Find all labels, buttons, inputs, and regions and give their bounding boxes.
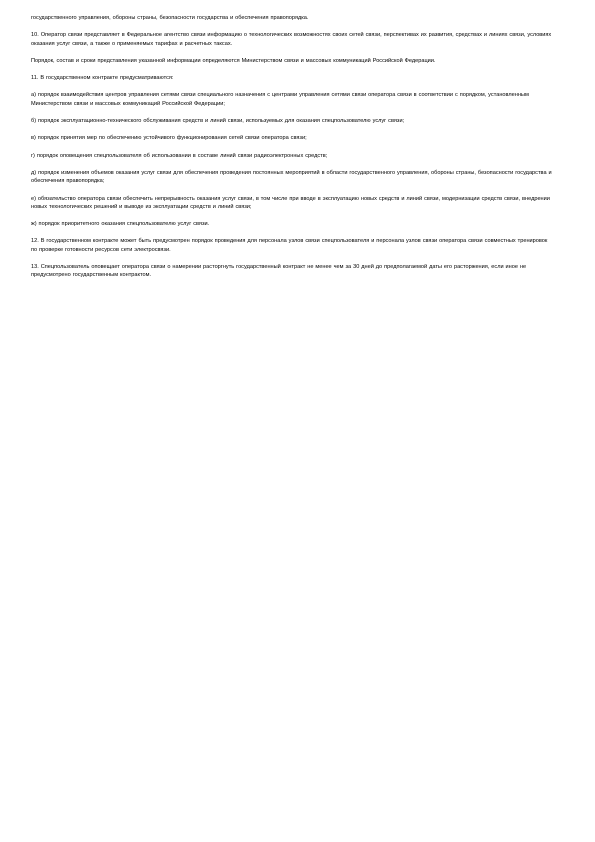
paragraph-item-11v: в) порядок принятия мер по обеспечению устойчивого функционирования сетей связи оператора связи; (31, 135, 307, 142)
paragraph-info-procedure: Порядок, состав и сроки представления указанной информации определяются Министерством связи и массовых коммуникаций Российской Федерации. (31, 57, 436, 64)
paragraph-item-12: 12. В государственном контракте может быть предусмотрен порядок проведения для персонала узлов связи спецпользователя и персонала узлов связи оператора связи совместных тренировок по проверке готовности ресурсов сети электросвязи. (31, 238, 548, 253)
paragraph-item-11e: е) обязательство оператора связи обеспечить непрерывность оказания услуг связи, в том числе при вводе в эксплуатацию новых средств и линий связи, модернизации средств связи, внедрении новых технологических решений и выводе из эксплуатации средств и линий связи; (31, 195, 550, 210)
paragraph-item-10: 10. Оператор связи представляет в Федеральное агентство связи информацию о технологических возможностях своих сетей связи, перспективах их развития, средствах и линиях связи, условиях оказания услуг связи, а также о применяемых тарифах и расчетных таксах. (31, 32, 552, 47)
paragraph-item-11zh: ж) порядок приоритетного оказания спецпользователю услуг связи. (31, 221, 210, 228)
paragraph-continuation: государственного управления, обороны страны, безопасности государства и обеспечения правопорядка. (31, 15, 309, 21)
paragraph-item-11g: г) порядок оповещения спецпользователя об использовании в составе линий связи радиоэлектронных средств; (31, 152, 328, 159)
paragraph-item-11a: а) порядок взаимодействия центров управления сетями связи специального назначения с центрами управления сетями связи оператора связи в соответствии с порядком, установленным Министерством связи и массовых коммуникаций Российской Федерации; (31, 92, 529, 107)
paragraph-item-11d: д) порядок изменения объемов оказания услуг связи для обеспечения проведения постоянных мероприятий в области государственного управления, обороны страны, безопасности государства и обеспечения правопорядка; (31, 169, 552, 185)
paragraph-item-13: 13. Спецпользователь оповещает оператора связи о намерении расторгнуть государственный контракт не менее чем за 30 дней до предполагаемой даты его расторжения, если иное не предусмотрено государственным контрактом. (31, 264, 527, 279)
paragraph-item-11b: б) порядок эксплуатационно-технического обслуживания средств и линий связи, используемых для оказания спецпользователю услуг связи; (31, 118, 405, 125)
paragraph-item-11: 11. В государственном контракте предусматриваются: (31, 75, 174, 82)
